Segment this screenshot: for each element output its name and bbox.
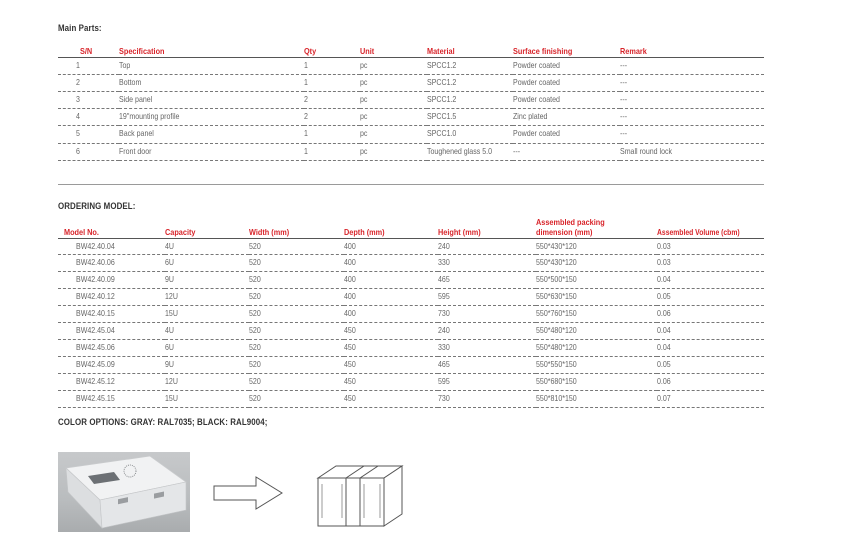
cell-volume: 0.04	[657, 272, 764, 289]
cell-width: 520	[249, 339, 344, 356]
cell-capacity: 9U	[165, 356, 249, 373]
cell-packing-dimension: 550*500*150	[536, 272, 657, 289]
cell-remark: ---	[620, 74, 764, 91]
cell-packing-dimension: 550*680*150	[536, 373, 657, 390]
cell-height: 465	[438, 272, 536, 289]
cell-surface-finishing: Powder coated	[513, 91, 620, 108]
ordering-row	[58, 306, 764, 323]
flat-pack-box-icon	[312, 460, 408, 532]
main-parts-title: Main Parts:	[58, 23, 102, 33]
cell-sn: 4	[58, 109, 119, 126]
ordering-row	[58, 272, 764, 289]
cell-capacity: 9U	[165, 272, 249, 289]
cell-material: SPCC1.5	[427, 109, 513, 126]
ordering-row	[58, 356, 764, 373]
header-assembled-volume: Assembled Volume (cbm)	[657, 210, 764, 238]
cell-capacity: 15U	[165, 390, 249, 407]
cell-width: 520	[249, 356, 344, 373]
ordering-row	[58, 289, 764, 306]
cell-volume: 0.05	[657, 289, 764, 306]
cell-height: 240	[438, 323, 536, 340]
cell-unit: pc	[360, 109, 427, 126]
cell-depth: 450	[344, 356, 438, 373]
cell-packing-dimension: 550*480*120	[536, 339, 657, 356]
cell-packing-dimension: 550*630*150	[536, 289, 657, 306]
header-surface-finishing: Surface finishing	[513, 43, 620, 57]
cell-width: 520	[249, 289, 344, 306]
cell-qty: 1	[304, 57, 360, 74]
cell-width: 520	[249, 373, 344, 390]
cell-depth: 400	[344, 306, 438, 323]
cell-height: 465	[438, 356, 536, 373]
cell-depth: 400	[344, 289, 438, 306]
cell-sn: 3	[58, 91, 119, 108]
cell-model-no: BW42.45.06	[58, 339, 165, 356]
cell-volume: 0.06	[657, 373, 764, 390]
header-width: Width (mm)	[249, 210, 344, 238]
cell-model-no: BW42.45.15	[58, 390, 165, 407]
cell-sn: 5	[58, 126, 119, 143]
ordering-model-table	[58, 210, 764, 408]
cell-depth: 450	[344, 373, 438, 390]
cell-height: 730	[438, 306, 536, 323]
cell-remark: ---	[620, 109, 764, 126]
cell-remark: ---	[620, 126, 764, 143]
cell-width: 520	[249, 390, 344, 407]
cell-width: 520	[249, 306, 344, 323]
cell-specification: 19"mounting profile	[119, 109, 304, 126]
cell-depth: 400	[344, 238, 438, 255]
cell-unit: pc	[360, 143, 427, 160]
header-material: Material	[427, 43, 513, 57]
cell-volume: 0.03	[657, 238, 764, 255]
main-parts-header-row	[58, 43, 764, 57]
ordering-row	[58, 255, 764, 272]
cell-model-no: BW42.40.04	[58, 238, 165, 255]
ordering-header-row	[58, 210, 764, 238]
cell-packing-dimension: 550*760*150	[536, 306, 657, 323]
cell-qty: 1	[304, 143, 360, 160]
ordering-model-title: ORDERING MODEL:	[58, 201, 136, 211]
header-remark: Remark	[620, 43, 764, 57]
ordering-row	[58, 373, 764, 390]
cell-unit: pc	[360, 74, 427, 91]
ordering-row	[58, 390, 764, 407]
cell-depth: 450	[344, 323, 438, 340]
cell-model-no: BW42.40.06	[58, 255, 165, 272]
ordering-row	[58, 238, 764, 255]
cell-specification: Bottom	[119, 74, 304, 91]
cell-width: 520	[249, 255, 344, 272]
cell-remark: Small round lock	[620, 143, 764, 160]
cell-qty: 1	[304, 74, 360, 91]
cell-depth: 400	[344, 255, 438, 272]
cell-packing-dimension: 550*810*150	[536, 390, 657, 407]
cell-remark: ---	[620, 91, 764, 108]
cell-depth: 450	[344, 390, 438, 407]
cell-qty: 1	[304, 126, 360, 143]
header-unit: Unit	[360, 43, 427, 57]
cell-volume: 0.05	[657, 356, 764, 373]
cell-volume: 0.04	[657, 323, 764, 340]
cell-height: 595	[438, 373, 536, 390]
cell-surface-finishing: Powder coated	[513, 74, 620, 91]
cell-packing-dimension: 550*430*120	[536, 255, 657, 272]
arrow-right-icon	[212, 474, 286, 512]
cell-material: SPCC1.2	[427, 57, 513, 74]
cell-volume: 0.04	[657, 339, 764, 356]
cell-surface-finishing: Powder coated	[513, 126, 620, 143]
cell-model-no: BW42.45.04	[58, 323, 165, 340]
header-packing-dimension: Assembled packing dimension (mm)	[536, 210, 657, 238]
cell-sn: 6	[58, 143, 119, 160]
cell-unit: pc	[360, 91, 427, 108]
cell-width: 520	[249, 238, 344, 255]
parts-row	[58, 74, 764, 91]
cell-capacity: 4U	[165, 238, 249, 255]
cell-unit: pc	[360, 126, 427, 143]
cell-capacity: 6U	[165, 339, 249, 356]
cell-height: 240	[438, 238, 536, 255]
cell-width: 520	[249, 272, 344, 289]
cell-surface-finishing: Powder coated	[513, 57, 620, 74]
header-sn: S/N	[58, 43, 119, 57]
cell-model-no: BW42.40.15	[58, 306, 165, 323]
parts-row	[58, 143, 764, 160]
cell-width: 520	[249, 323, 344, 340]
header-depth: Depth (mm)	[344, 210, 438, 238]
cell-model-no: BW42.45.12	[58, 373, 165, 390]
cell-model-no: BW42.40.12	[58, 289, 165, 306]
cell-capacity: 12U	[165, 373, 249, 390]
cell-capacity: 4U	[165, 323, 249, 340]
cell-remark: ---	[620, 57, 764, 74]
cell-capacity: 15U	[165, 306, 249, 323]
color-options: COLOR OPTIONS: GRAY: RAL7035; BLACK: RAL9004;	[58, 417, 268, 427]
cell-surface-finishing: Zinc plated	[513, 109, 620, 126]
cell-material: SPCC1.2	[427, 74, 513, 91]
section-divider	[58, 184, 764, 185]
cell-height: 730	[438, 390, 536, 407]
cell-surface-finishing: ---	[513, 143, 620, 160]
header-capacity: Capacity	[165, 210, 249, 238]
cell-specification: Side panel	[119, 91, 304, 108]
parts-row	[58, 91, 764, 108]
parts-row	[58, 126, 764, 143]
header-model-no: Model No.	[58, 210, 165, 238]
cell-depth: 450	[344, 339, 438, 356]
cell-height: 330	[438, 339, 536, 356]
cell-model-no: BW42.45.09	[58, 356, 165, 373]
header-height: Height (mm)	[438, 210, 536, 238]
cell-material: SPCC1.2	[427, 91, 513, 108]
cell-packing-dimension: 550*550*150	[536, 356, 657, 373]
cell-packing-dimension: 550*480*120	[536, 323, 657, 340]
cell-specification: Top	[119, 57, 304, 74]
parts-row	[58, 109, 764, 126]
cell-height: 595	[438, 289, 536, 306]
cell-model-no: BW42.40.09	[58, 272, 165, 289]
cell-specification: Front door	[119, 143, 304, 160]
cell-height: 330	[438, 255, 536, 272]
ordering-row	[58, 323, 764, 340]
header-specification: Specification	[119, 43, 304, 57]
cell-capacity: 6U	[165, 255, 249, 272]
parts-row	[58, 57, 764, 74]
cell-volume: 0.07	[657, 390, 764, 407]
wall-cabinet-image	[58, 452, 190, 532]
cell-sn: 1	[58, 57, 119, 74]
cell-qty: 2	[304, 91, 360, 108]
cell-packing-dimension: 550*430*120	[536, 238, 657, 255]
cell-depth: 400	[344, 272, 438, 289]
main-parts-table	[58, 43, 764, 161]
cabinet-photo	[58, 452, 190, 532]
cell-qty: 2	[304, 109, 360, 126]
cell-volume: 0.06	[657, 306, 764, 323]
cell-capacity: 12U	[165, 289, 249, 306]
cell-material: SPCC1.0	[427, 126, 513, 143]
cell-sn: 2	[58, 74, 119, 91]
cell-unit: pc	[360, 57, 427, 74]
ordering-row	[58, 339, 764, 356]
cell-volume: 0.03	[657, 255, 764, 272]
cell-material: Toughened glass 5.0	[427, 143, 513, 160]
header-qty: Qty	[304, 43, 360, 57]
cell-specification: Back panel	[119, 126, 304, 143]
